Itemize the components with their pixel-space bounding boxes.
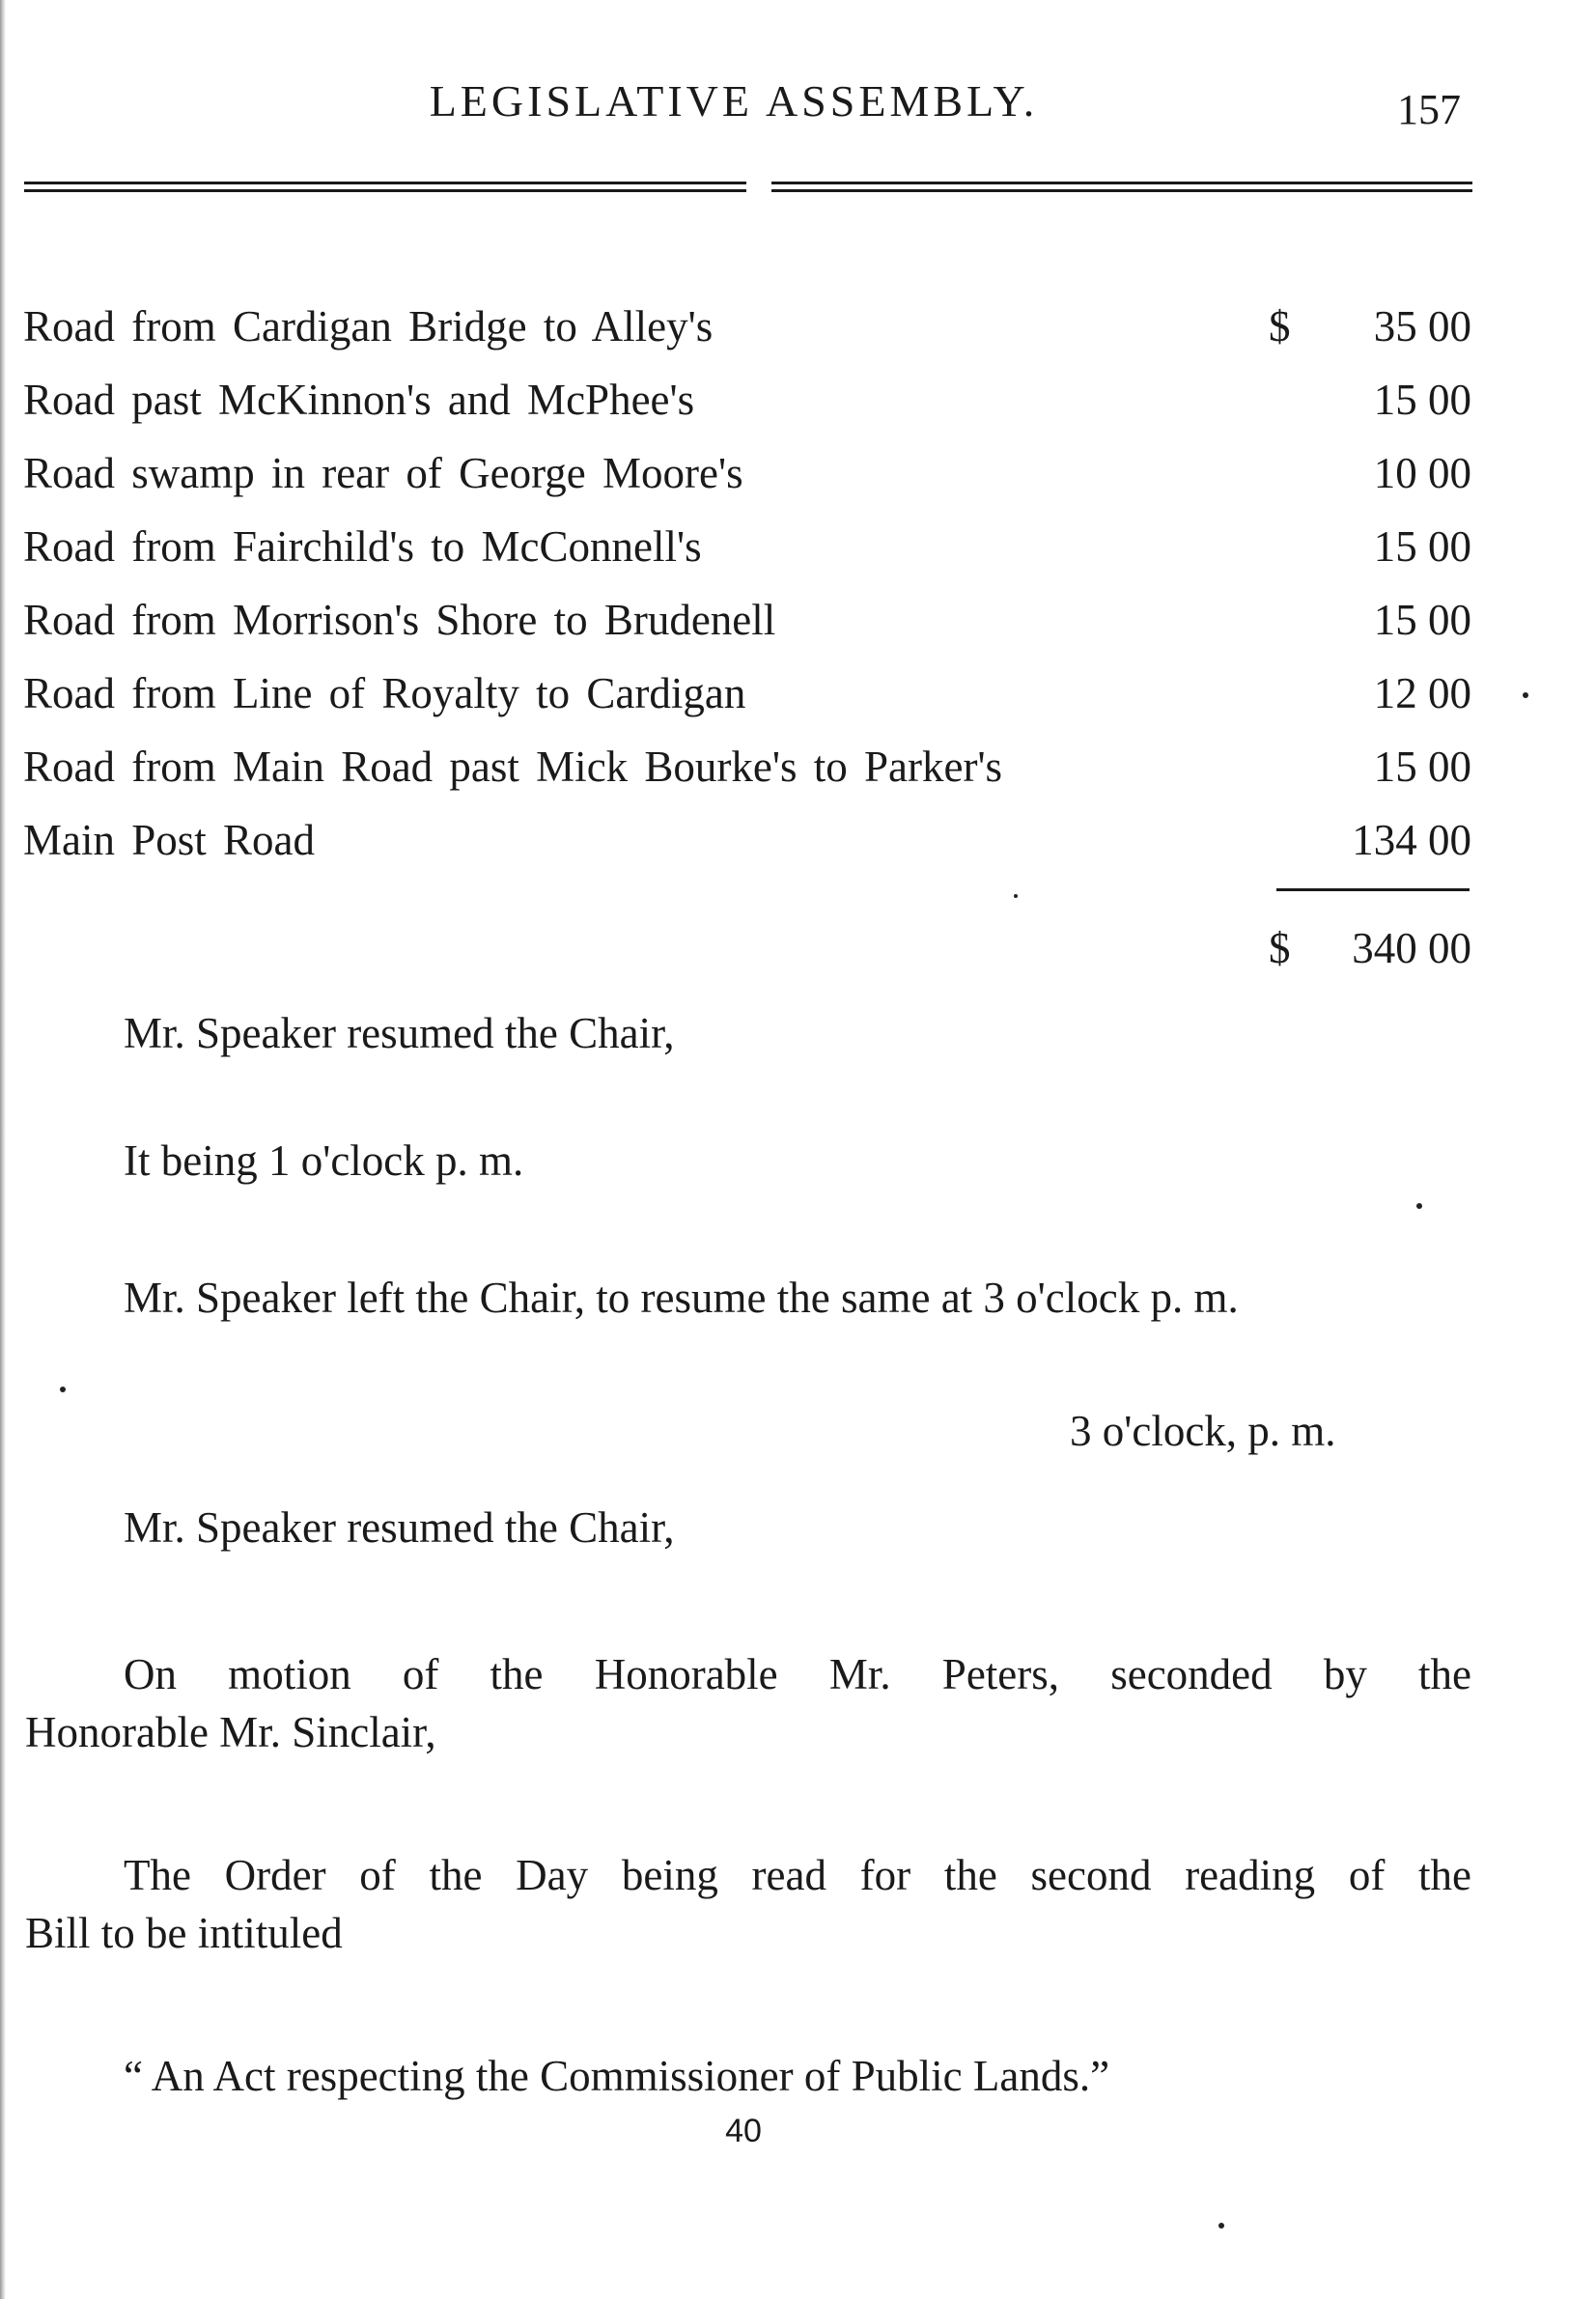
item-name: Road past McKinnon's and McPhee's (23, 376, 695, 424)
item-amount: 15 00 (1373, 596, 1471, 644)
appropriations-list (23, 290, 1471, 877)
item-name: Road from Cardigan Bridge to Alley's (23, 302, 714, 350)
item-amount: 10 00 (1373, 449, 1471, 497)
item-name: Main Post Road (23, 816, 316, 864)
item-name: Road from Morrison's Shore to Brudenell (23, 596, 776, 644)
list-item (23, 583, 1471, 657)
print-speck (60, 1387, 66, 1392)
paragraph-motion (25, 1645, 1471, 1761)
list-item (23, 436, 1471, 510)
item-name: Road from Fairchild's to McConnell's (23, 522, 702, 571)
paragraph-line: Honorable Mr. Sinclair, (25, 1708, 436, 1756)
page-binding-edge (0, 0, 6, 2299)
print-speck (1014, 894, 1018, 898)
currency-sign: $ (1269, 302, 1291, 350)
sum-rule (1276, 888, 1470, 891)
time-heading: 3 o'clock, p. m. (1070, 1407, 1336, 1455)
paragraph-line: Bill to be intituled (25, 1909, 343, 1957)
paragraph-line: On motion of the Honorable Mr. Peters, seconded by the (124, 1650, 1471, 1698)
paragraph-speaker-left: Mr. Speaker left the Chair, to resume the same at 3 o'clock p. m. (124, 1274, 1239, 1322)
item-amount: 134 00 (1352, 816, 1471, 864)
item-amount: 15 00 (1373, 743, 1471, 791)
item-name: Road swamp in rear of George Moore's (23, 449, 743, 497)
paragraph-speaker-resumed: Mr. Speaker resumed the Chair, (124, 1009, 675, 1057)
item-amount: 35 00 (1373, 302, 1471, 350)
header-double-rule (24, 182, 1472, 193)
paragraph-order-of-day (25, 1846, 1471, 1962)
paragraph-time-one: It being 1 o'clock p. m. (124, 1136, 524, 1185)
currency-sign: $ (1269, 924, 1291, 972)
list-item (23, 363, 1471, 436)
item-amount: 12 00 (1373, 669, 1471, 717)
list-item (23, 730, 1471, 803)
bill-title: “ An Act respecting the Commissioner of Public Lands.” (124, 2052, 1110, 2100)
list-item (23, 290, 1471, 363)
signature-mark: 40 (725, 2113, 762, 2149)
list-item (23, 657, 1471, 730)
print-speck (1523, 692, 1528, 698)
list-item (23, 510, 1471, 583)
item-amount: 15 00 (1373, 522, 1471, 571)
total-amount: 340 00 (1352, 924, 1471, 972)
item-amount: 15 00 (1373, 376, 1471, 424)
item-name: Road from Line of Royalty to Cardigan (23, 669, 746, 717)
running-head: LEGISLATIVE ASSEMBLY. (429, 76, 1039, 126)
list-item (23, 803, 1471, 877)
print-speck (1218, 2223, 1224, 2229)
print-speck (1416, 1203, 1422, 1209)
page-number: 157 (1397, 86, 1461, 133)
item-name: Road from Main Road past Mick Bourke's to Parker's (23, 743, 1003, 791)
paragraph-speaker-resumed-2: Mr. Speaker resumed the Chair, (124, 1503, 675, 1552)
paragraph-line: The Order of the Day being read for the second reading of the (124, 1851, 1471, 1899)
